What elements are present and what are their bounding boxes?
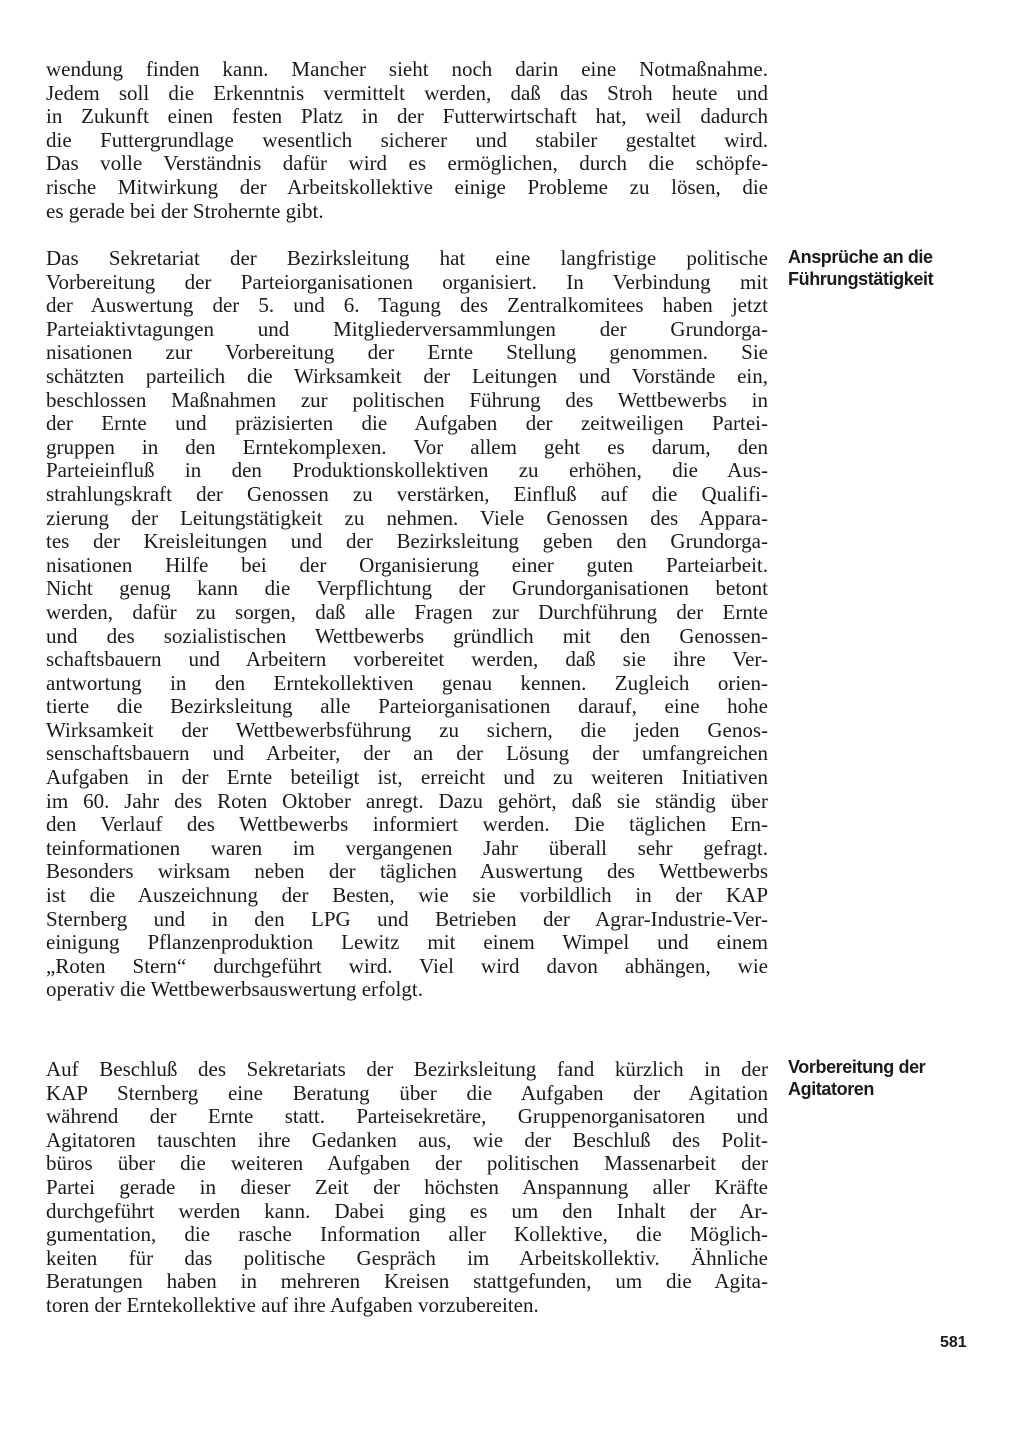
text-line: nisationen zur Vorbereitung der Ernte Stellung genommen. Sie	[46, 340, 768, 365]
text-line: gruppen in den Erntekomplexen. Vor allem geht es darum, den	[46, 434, 768, 459]
text-line: schätzten parteilich die Wirksamkeit der Leitungen und Vorstände ein,	[46, 363, 768, 388]
text-line: Parteieinfluß in den Produktionskollektiven zu erhöhen, die Aus-	[46, 458, 768, 483]
text-line: wendung finden kann. Mancher sieht noch darin eine Notmaßnahme.	[46, 57, 768, 81]
text-line: Sternberg und in den LPG und Betrieben der Agrar-Industrie-Ver-	[46, 906, 768, 931]
text-line: gumentation, die rasche Information aller Kollektive, die Möglich-	[46, 1222, 768, 1247]
text-line: Agitatoren tauschten ihre Gedanken aus, wie der Beschluß des Polit-	[46, 1127, 768, 1152]
text-line: Partei gerade in dieser Zeit der höchsten Anspannung aller Kräfte	[46, 1174, 768, 1199]
text-line: es gerade bei der Strohernte gibt.	[46, 198, 324, 223]
text-line: tierte die Bezirksleitung alle Parteiorganisationen darauf, eine hohe	[46, 694, 768, 719]
text-line: Auf Beschluß des Sekretariats der Bezirksleitung fand kürzlich in der	[46, 1057, 768, 1081]
text-line: büros über die weiteren Aufgaben der politischen Massenarbeit der	[46, 1151, 768, 1176]
text-line: der Ernte und präzisierten die Aufgaben der zeitweiligen Partei-	[46, 411, 768, 436]
text-line: beschlossen Maßnahmen zur politischen Führung des Wettbewerbs in	[46, 387, 768, 412]
text-line: Vorbereitung der Parteiorganisationen organisiert. In Verbindung mit	[46, 269, 768, 294]
page-number: 581	[940, 1334, 967, 1351]
text-line: während der Ernte statt. Parteisekretäre, Gruppenorganisatoren und	[46, 1104, 768, 1129]
text-line: schaftsbauern und Arbeitern vorbereitet werden, daß sie ihre Ver-	[46, 647, 768, 672]
text-line: toren der Erntekollektive auf ihre Aufgaben vorzubereiten.	[46, 1292, 539, 1317]
text-line: im 60. Jahr des Roten Oktober anregt. Dazu gehört, daß sie ständig über	[46, 788, 768, 813]
text-line: tes der Kreisleitungen und der Bezirksleitung geben den Grundorga-	[46, 529, 768, 554]
text-line: Besonders wirksam neben der täglichen Auswertung des Wettbewerbs	[46, 859, 768, 884]
text-line: in Zukunft einen festen Platz in der Futterwirtschaft hat, weil dadurch	[46, 104, 768, 129]
margin-note-fuehrung	[788, 246, 988, 290]
margin-note-agitatoren	[788, 1056, 988, 1100]
text-line: Aufgaben in der Ernte beteiligt ist, erreicht und zu weiteren Initiativen	[46, 765, 768, 790]
text-line: ist die Auszeichnung der Besten, wie sie vorbildlich in der KAP	[46, 883, 768, 908]
text-line: durchgeführt werden kann. Dabei ging es um den Inhalt der Ar-	[46, 1198, 768, 1223]
margin-note-line: Vorbereitung der	[788, 1057, 926, 1077]
text-line: zierung der Leitungstätigkeit zu nehmen. Viele Genossen des Appara-	[46, 505, 768, 530]
text-line: Nicht genug kann die Verpflichtung der Grundorganisationen betont	[46, 576, 768, 601]
margin-note-line: Agitatoren	[788, 1079, 875, 1099]
text-line: Das volle Verständnis dafür wird es ermöglichen, durch die schöpfe-	[46, 151, 768, 176]
text-line: antwortung in den Erntekollektiven genau kennen. Zugleich orien-	[46, 670, 768, 695]
text-line: KAP Sternberg eine Beratung über die Aufgaben der Agitation	[46, 1080, 768, 1105]
text-line: und des sozialistischen Wettbewerbs gründlich mit den Genossen-	[46, 623, 768, 648]
text-line: „Roten Stern“ durchgeführt wird. Viel wird davon abhängen, wie	[46, 953, 768, 978]
margin-note-line: Führungstätigkeit	[788, 269, 934, 289]
text-line: operativ die Wettbewerbsauswertung erfolgt.	[46, 977, 423, 1002]
text-line: Wirksamkeit der Wettbewerbsführung zu sichern, die jeden Genos-	[46, 717, 768, 742]
paragraph-1	[46, 58, 768, 223]
text-line: einigung Pflanzenproduktion Lewitz mit einem Wimpel und einem	[46, 930, 768, 955]
text-line: den Verlauf des Wettbewerbs informiert werden. Die täglichen Ern-	[46, 812, 768, 837]
text-line: Jedem soll die Erkenntnis vermittelt werden, daß das Stroh heute und	[46, 80, 768, 105]
text-line: keiten für das politische Gespräch im Arbeitskollektiv. Ähnliche	[46, 1245, 768, 1270]
text-line: teinformationen waren im vergangenen Jahr überall sehr gefragt.	[46, 835, 768, 860]
text-line: nisationen Hilfe bei der Organisierung einer guten Parteiarbeit.	[46, 552, 768, 577]
text-line: Beratungen haben in mehreren Kreisen stattgefunden, um die Agita-	[46, 1269, 768, 1294]
text-line: strahlungskraft der Genossen zu verstärken, Einfluß auf die Qualifi-	[46, 481, 768, 506]
text-line: der Auswertung der 5. und 6. Tagung des Zentralkomitees haben jetzt	[46, 293, 768, 318]
text-line: werden, dafür zu sorgen, daß alle Fragen zur Durchführung der Ernte	[46, 599, 768, 624]
paragraph-2	[46, 247, 768, 1002]
text-line: rische Mitwirkung der Arbeitskollektive einige Probleme zu lösen, die	[46, 174, 768, 199]
margin-note-line: Ansprüche an die	[788, 247, 933, 267]
paragraph-3	[46, 1058, 768, 1318]
text-line: Das Sekretariat der Bezirksleitung hat eine langfristige politische	[46, 246, 768, 270]
text-line: die Futtergrundlage wesentlich sicherer und stabiler gestaltet wird.	[46, 127, 768, 152]
text-line: Parteiaktivtagungen und Mitgliederversammlungen der Grundorga-	[46, 316, 768, 341]
text-line: senschaftsbauern und Arbeiter, der an der Lösung der umfangreichen	[46, 741, 768, 766]
